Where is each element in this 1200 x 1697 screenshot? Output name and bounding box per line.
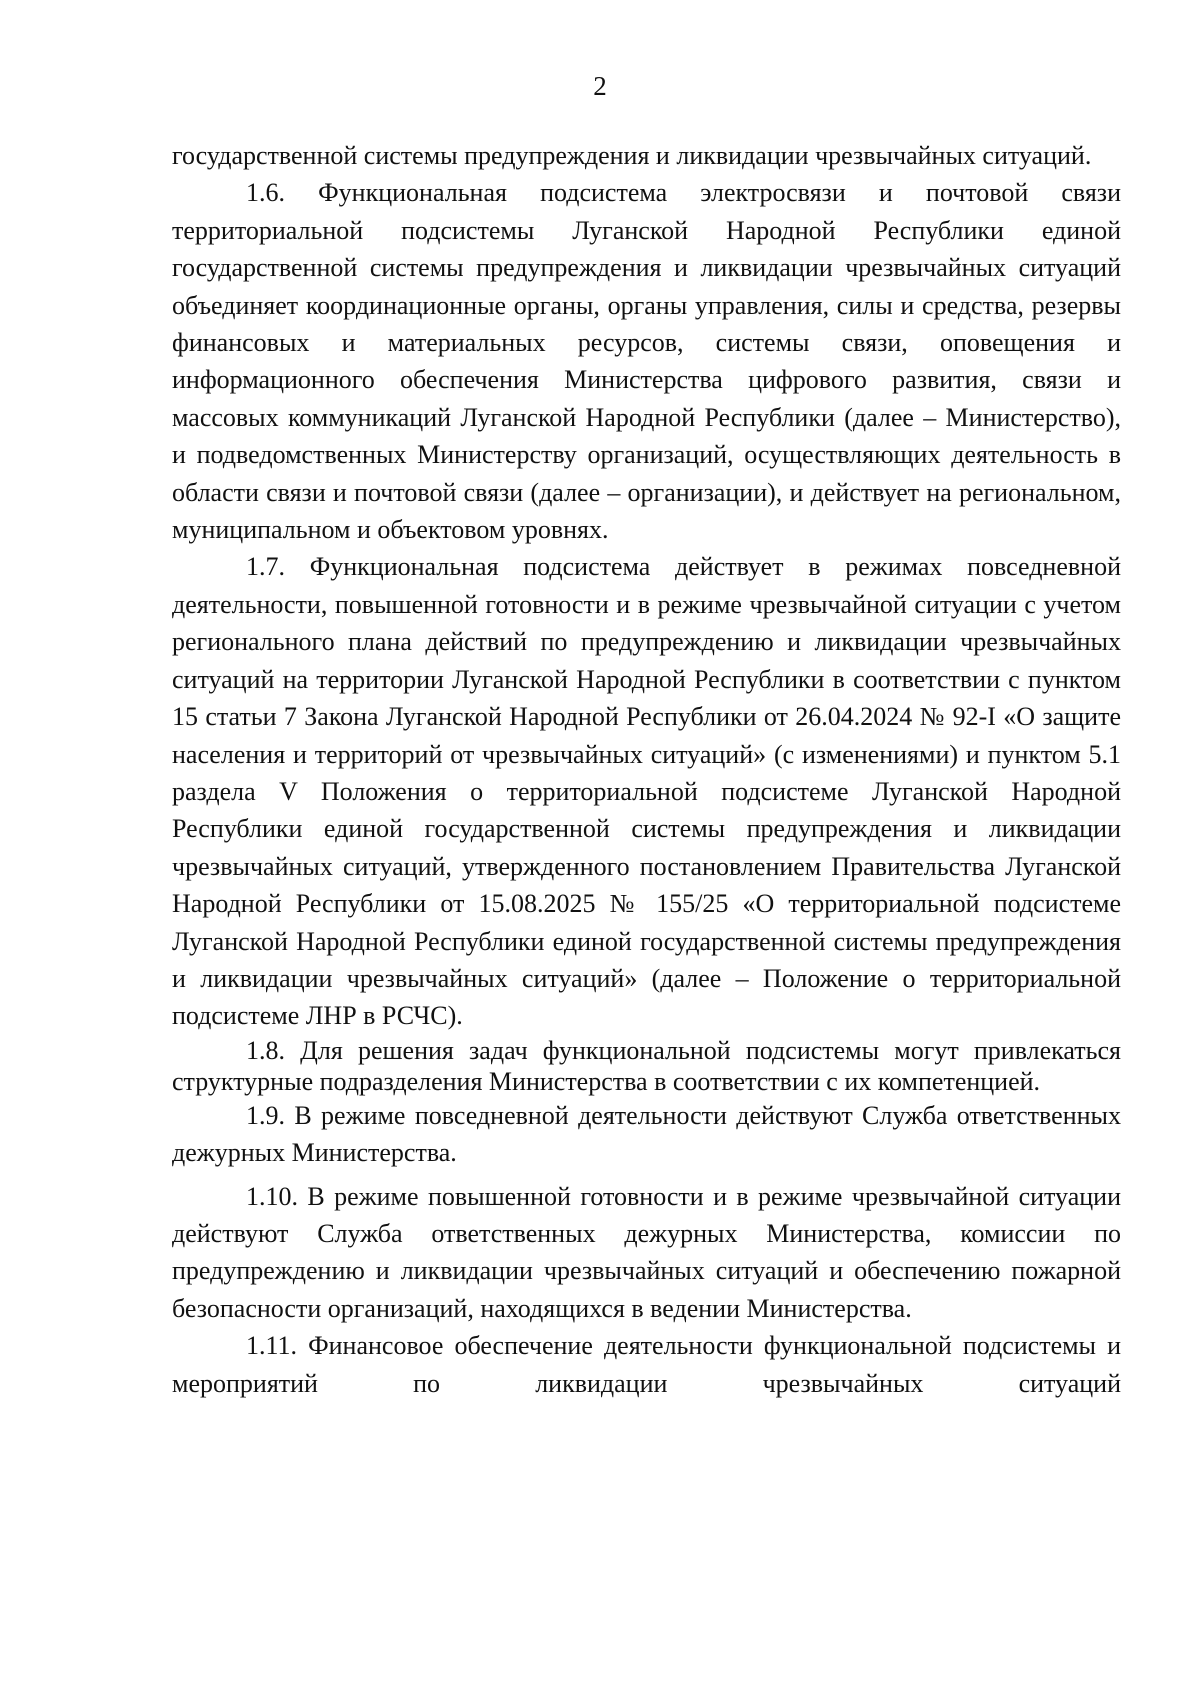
paragraph-continuation: государственной системы предупреждения и ликвидации чрезвычайных ситуаций.: [172, 141, 1092, 170]
paragraph-1-7: 1.7. Функциональная подсистема действует в режимах повседневной деятельности, повышенной готовности и в режиме чрезвычайной ситуации с учетом регионального плана действий по предупреждению и ликвидации чрезвычайных ситуаций на территории Луганской Народной Республики в соответствии с пунктом 15 статьи 7 Закона Луганской Народной Республики от 26.04.2024 № 92-I «О защите населения и территорий от чрезвычайных ситуаций» (с изменениями) и пунктом 5.1 раздела V Положения о территориальной подсистеме Луганской Народной Республики единой государственной системы предупреждения и ликвидации чрезвычайных ситуаций, утвержденного постановлением Правительства Луганской Народной Республики от 15.08.2025 № 155/25 «О территориальной подсистеме Луганской Народной Республики единой государственной системы предупреждения и ликвидации чрезвычайных ситуаций» (далее – Положение о территориальной подсистеме ЛНР в РСЧС).: [172, 552, 1121, 1031]
page-number: 2: [593, 71, 607, 101]
paragraph-1-10: 1.10. В режиме повышенной готовности и в режиме чрезвычайной ситуации действуют Служба ответственных дежурных Министерства, комиссии по предупреждению и ликвидации чрезвычайных ситуаций и обеспечению пожарной безопасности организаций, находящихся в ведении Министерства.: [172, 1181, 1121, 1323]
paragraph-1-6: 1.6. Функциональная подсистема электросвязи и почтовой связи территориальной подсистемы Луганской Народной Республики единой государственной системы предупреждения и ликвидации чрезвычайных ситуаций объединяет координационные органы, органы управления, силы и средства, резервы финансовых и материальных ресурсов, системы связи, оповещения и информационного обеспечения Министерства цифрового развития, связи и массовых коммуникаций Луганской Народной Республики (далее – Министерство), и подведомственных Министерству организаций, осуществляющих деятельность в области связи и почтовой связи (далее – организации), и действует на региональном, муниципальном и объектовом уровнях.: [172, 178, 1121, 545]
paragraph-1-11: 1.11. Финансовое обеспечение деятельности функциональной подсистемы и мероприятий по ликвидации чрезвычайных ситуаций: [172, 1331, 1121, 1398]
paragraph-1-9: 1.9. В режиме повседневной деятельности действуют Служба ответственных дежурных Министерства.: [172, 1100, 1121, 1168]
paragraph-1-8: 1.8. Для решения задач функциональной подсистемы могут привлекаться структурные подразделения Министерства в соответствии с их компетенцией.: [172, 1035, 1121, 1096]
document-body: [172, 137, 1121, 1402]
